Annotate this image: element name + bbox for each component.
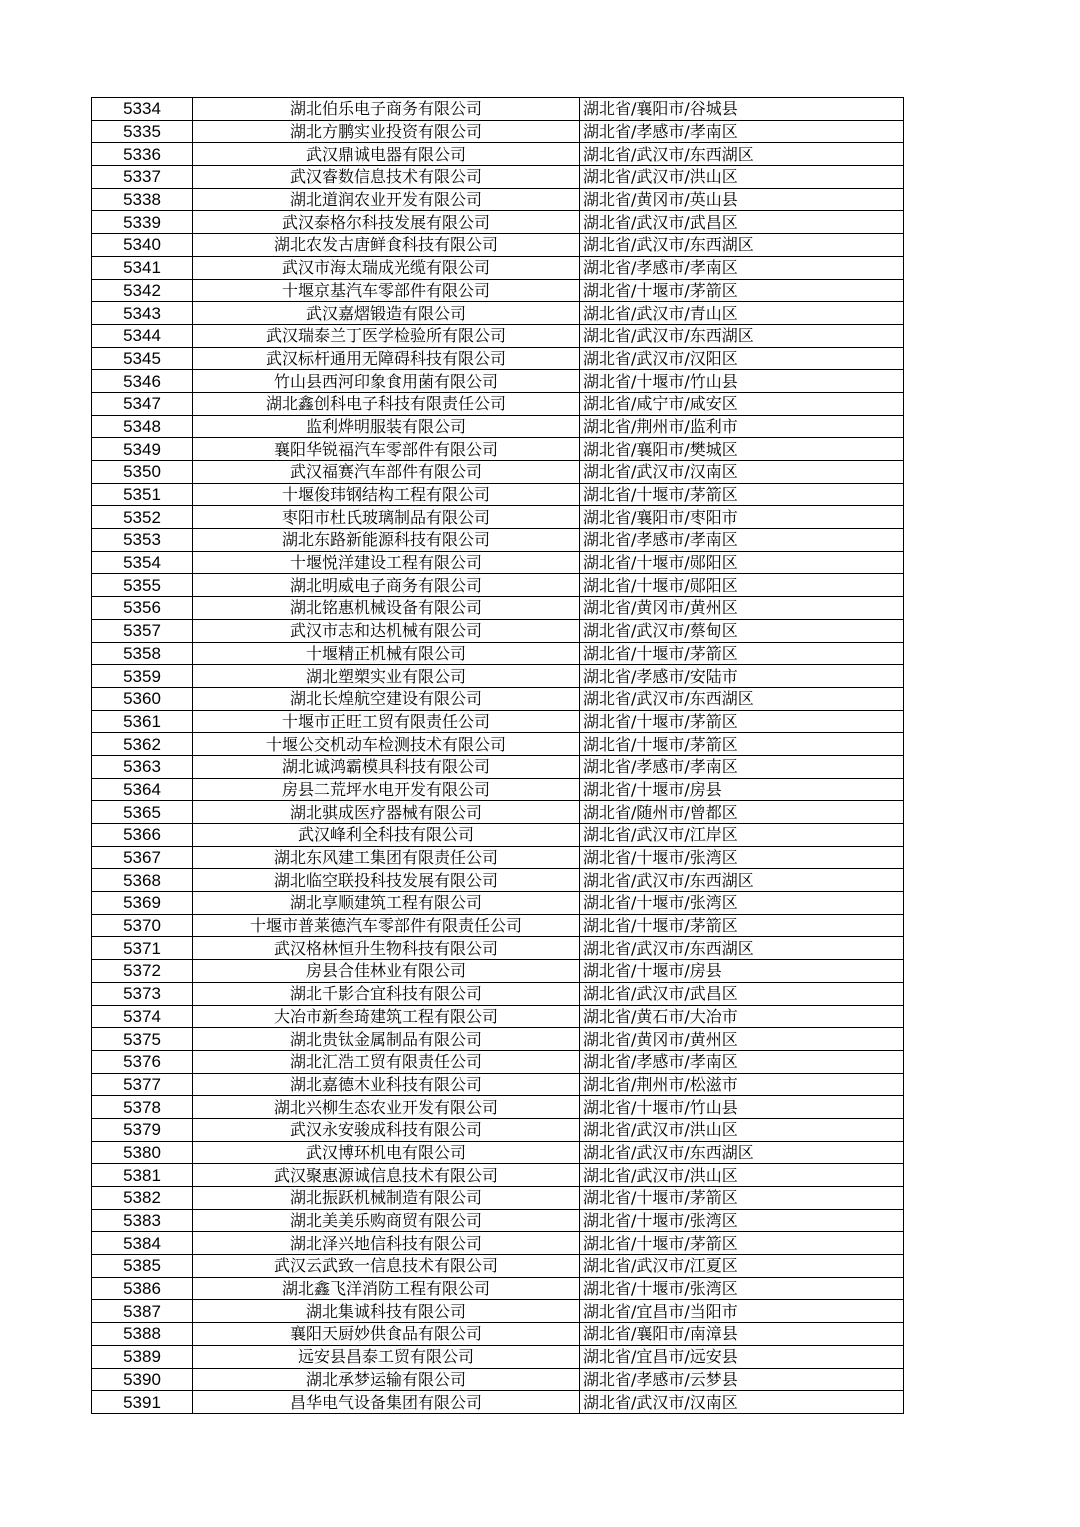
region-cell: 湖北省/十堰市/张湾区	[580, 846, 904, 869]
region-cell: 湖北省/武汉市/东西湖区	[580, 324, 904, 347]
region-cell: 湖北省/武汉市/东西湖区	[580, 143, 904, 166]
table-row	[92, 778, 904, 801]
table-row	[92, 846, 904, 869]
company-name-cell: 武汉瑞泰兰丁医学检验所有限公司	[193, 324, 580, 347]
table-row	[92, 279, 904, 302]
region-cell: 湖北省/襄阳市/谷城县	[580, 98, 904, 121]
region-cell: 湖北省/十堰市/张湾区	[580, 1277, 904, 1300]
region-cell: 湖北省/武汉市/汉南区	[580, 461, 904, 484]
row-number-cell: 5377	[92, 1073, 193, 1096]
table-row	[92, 937, 904, 960]
table-row	[92, 574, 904, 597]
region-cell: 湖北省/荆州市/松滋市	[580, 1073, 904, 1096]
region-cell: 湖北省/黄冈市/黄州区	[580, 1028, 904, 1051]
company-name-cell: 武汉市志和达机械有限公司	[193, 619, 580, 642]
company-name-cell: 湖北千影合宜科技有限公司	[193, 982, 580, 1005]
table-row	[92, 1209, 904, 1232]
table-row	[92, 1232, 904, 1255]
table-row	[92, 824, 904, 847]
table-row	[92, 869, 904, 892]
table-row	[92, 347, 904, 370]
table-row	[92, 529, 904, 552]
company-name-cell: 武汉福赛汽车部件有限公司	[193, 461, 580, 484]
table-row	[92, 1300, 904, 1323]
row-number-cell: 5360	[92, 687, 193, 710]
company-name-cell: 湖北道润农业开发有限公司	[193, 188, 580, 211]
row-number-cell: 5382	[92, 1187, 193, 1210]
company-name-cell: 十堰俊玮钢结构工程有限公司	[193, 483, 580, 506]
row-number-cell: 5346	[92, 370, 193, 393]
row-number-cell: 5385	[92, 1255, 193, 1278]
region-cell: 湖北省/黄石市/大冶市	[580, 1005, 904, 1028]
company-name-cell: 武汉聚惠源诚信息技术有限公司	[193, 1164, 580, 1187]
row-number-cell: 5341	[92, 256, 193, 279]
region-cell: 湖北省/宜昌市/当阳市	[580, 1300, 904, 1323]
table-row	[92, 755, 904, 778]
company-name-cell: 湖北铭惠机械设备有限公司	[193, 597, 580, 620]
table-row	[92, 551, 904, 574]
row-number-cell: 5367	[92, 846, 193, 869]
region-cell: 湖北省/十堰市/张湾区	[580, 892, 904, 915]
row-number-cell: 5363	[92, 755, 193, 778]
company-name-cell: 湖北农发古唐鲜食科技有限公司	[193, 234, 580, 257]
row-number-cell: 5380	[92, 1141, 193, 1164]
company-name-cell: 武汉永安骏成科技有限公司	[193, 1118, 580, 1141]
row-number-cell: 5338	[92, 188, 193, 211]
region-cell: 湖北省/武汉市/汉南区	[580, 1391, 904, 1414]
row-number-cell: 5349	[92, 438, 193, 461]
row-number-cell: 5372	[92, 960, 193, 983]
region-cell: 湖北省/孝感市/孝南区	[580, 120, 904, 143]
company-name-cell: 湖北长煌航空建设有限公司	[193, 687, 580, 710]
region-cell: 湖北省/宜昌市/远安县	[580, 1345, 904, 1368]
table-row	[92, 1096, 904, 1119]
row-number-cell: 5344	[92, 324, 193, 347]
row-number-cell: 5386	[92, 1277, 193, 1300]
table-row	[92, 1255, 904, 1278]
row-number-cell: 5354	[92, 551, 193, 574]
region-cell: 湖北省/随州市/曾都区	[580, 801, 904, 824]
table-row	[92, 801, 904, 824]
company-name-cell: 监利烨明服装有限公司	[193, 415, 580, 438]
table-row	[92, 982, 904, 1005]
region-cell: 湖北省/武汉市/东西湖区	[580, 234, 904, 257]
row-number-cell: 5388	[92, 1323, 193, 1346]
company-name-cell: 襄阳华锐福汽车零部件有限公司	[193, 438, 580, 461]
row-number-cell: 5390	[92, 1368, 193, 1391]
row-number-cell: 5387	[92, 1300, 193, 1323]
table-row	[92, 234, 904, 257]
region-cell: 湖北省/十堰市/茅箭区	[580, 1187, 904, 1210]
region-cell: 湖北省/孝感市/云梦县	[580, 1368, 904, 1391]
table-row	[92, 1277, 904, 1300]
table-row	[92, 392, 904, 415]
company-name-cell: 湖北东路新能源科技有限公司	[193, 529, 580, 552]
region-cell: 湖北省/孝感市/安陆市	[580, 665, 904, 688]
company-name-cell: 武汉格林恒升生物科技有限公司	[193, 937, 580, 960]
region-cell: 湖北省/十堰市/茅箭区	[580, 710, 904, 733]
row-number-cell: 5381	[92, 1164, 193, 1187]
region-cell: 湖北省/孝感市/孝南区	[580, 755, 904, 778]
company-name-cell: 十堰京基汽车零部件有限公司	[193, 279, 580, 302]
table-row	[92, 166, 904, 189]
region-cell: 湖北省/武汉市/洪山区	[580, 1164, 904, 1187]
region-cell: 湖北省/武汉市/青山区	[580, 302, 904, 325]
company-name-cell: 湖北鑫创科电子科技有限责任公司	[193, 392, 580, 415]
row-number-cell: 5340	[92, 234, 193, 257]
table-row	[92, 710, 904, 733]
company-name-cell: 房县合佳林业有限公司	[193, 960, 580, 983]
company-name-cell: 十堰精正机械有限公司	[193, 642, 580, 665]
region-cell: 湖北省/孝感市/孝南区	[580, 529, 904, 552]
table-row	[92, 892, 904, 915]
row-number-cell: 5335	[92, 120, 193, 143]
table-row	[92, 1005, 904, 1028]
row-number-cell: 5383	[92, 1209, 193, 1232]
row-number-cell: 5374	[92, 1005, 193, 1028]
table-row	[92, 733, 904, 756]
region-cell: 湖北省/十堰市/茅箭区	[580, 279, 904, 302]
company-name-cell: 湖北汇浩工贸有限责任公司	[193, 1050, 580, 1073]
row-number-cell: 5337	[92, 166, 193, 189]
table-row	[92, 914, 904, 937]
row-number-cell: 5348	[92, 415, 193, 438]
company-name-cell: 湖北骐成医疗器械有限公司	[193, 801, 580, 824]
table-row	[92, 143, 904, 166]
row-number-cell: 5351	[92, 483, 193, 506]
company-name-cell: 湖北享顺建筑工程有限公司	[193, 892, 580, 915]
company-name-cell: 湖北塑槊实业有限公司	[193, 665, 580, 688]
company-list-body	[92, 98, 904, 1414]
company-name-cell: 十堰市普莱德汽车零部件有限责任公司	[193, 914, 580, 937]
region-cell: 湖北省/襄阳市/樊城区	[580, 438, 904, 461]
company-name-cell: 湖北兴柳生态农业开发有限公司	[193, 1096, 580, 1119]
row-number-cell: 5384	[92, 1232, 193, 1255]
company-name-cell: 武汉峰利全科技有限公司	[193, 824, 580, 847]
company-name-cell: 湖北振跃机械制造有限公司	[193, 1187, 580, 1210]
table-row	[92, 687, 904, 710]
table-row	[92, 302, 904, 325]
row-number-cell: 5391	[92, 1391, 193, 1414]
row-number-cell: 5352	[92, 506, 193, 529]
company-name-cell: 湖北承梦运输有限公司	[193, 1368, 580, 1391]
table-row	[92, 665, 904, 688]
row-number-cell: 5343	[92, 302, 193, 325]
company-name-cell: 武汉鼎诚电器有限公司	[193, 143, 580, 166]
company-name-cell: 湖北贵钛金属制品有限公司	[193, 1028, 580, 1051]
company-name-cell: 十堰悦洋建设工程有限公司	[193, 551, 580, 574]
region-cell: 湖北省/黄冈市/黄州区	[580, 597, 904, 620]
table-row	[92, 1187, 904, 1210]
row-number-cell: 5336	[92, 143, 193, 166]
table-row	[92, 483, 904, 506]
region-cell: 湖北省/十堰市/竹山县	[580, 1096, 904, 1119]
row-number-cell: 5358	[92, 642, 193, 665]
table-row	[92, 1050, 904, 1073]
row-number-cell: 5379	[92, 1118, 193, 1141]
table-row	[92, 506, 904, 529]
region-cell: 湖北省/十堰市/郧阳区	[580, 551, 904, 574]
region-cell: 湖北省/武汉市/蔡甸区	[580, 619, 904, 642]
table-row	[92, 619, 904, 642]
row-number-cell: 5365	[92, 801, 193, 824]
company-name-cell: 湖北鑫飞洋消防工程有限公司	[193, 1277, 580, 1300]
table-row	[92, 597, 904, 620]
region-cell: 湖北省/十堰市/茅箭区	[580, 733, 904, 756]
company-name-cell: 武汉泰格尔科技发展有限公司	[193, 211, 580, 234]
row-number-cell: 5373	[92, 982, 193, 1005]
company-name-cell: 湖北嘉德木业科技有限公司	[193, 1073, 580, 1096]
company-name-cell: 湖北伯乐电子商务有限公司	[193, 98, 580, 121]
table-row	[92, 120, 904, 143]
company-name-cell: 湖北明威电子商务有限公司	[193, 574, 580, 597]
row-number-cell: 5370	[92, 914, 193, 937]
table-row	[92, 324, 904, 347]
table-row	[92, 642, 904, 665]
row-number-cell: 5347	[92, 392, 193, 415]
table-row	[92, 1323, 904, 1346]
table-row	[92, 1028, 904, 1051]
table-row	[92, 1368, 904, 1391]
region-cell: 湖北省/黄冈市/英山县	[580, 188, 904, 211]
company-name-cell: 大冶市新叁琦建筑工程有限公司	[193, 1005, 580, 1028]
region-cell: 湖北省/孝感市/孝南区	[580, 256, 904, 279]
company-name-cell: 远安县昌泰工贸有限公司	[193, 1345, 580, 1368]
region-cell: 湖北省/武汉市/武昌区	[580, 982, 904, 1005]
table-row	[92, 370, 904, 393]
company-name-cell: 武汉标杆通用无障碍科技有限公司	[193, 347, 580, 370]
company-name-cell: 竹山县西河印象食用菌有限公司	[193, 370, 580, 393]
region-cell: 湖北省/荆州市/监利市	[580, 415, 904, 438]
company-name-cell: 湖北东风建工集团有限责任公司	[193, 846, 580, 869]
region-cell: 湖北省/十堰市/茅箭区	[580, 642, 904, 665]
region-cell: 湖北省/咸宁市/咸安区	[580, 392, 904, 415]
region-cell: 湖北省/襄阳市/南漳县	[580, 1323, 904, 1346]
region-cell: 湖北省/武汉市/东西湖区	[580, 1141, 904, 1164]
row-number-cell: 5362	[92, 733, 193, 756]
region-cell: 湖北省/十堰市/房县	[580, 960, 904, 983]
company-name-cell: 武汉博环机电有限公司	[193, 1141, 580, 1164]
row-number-cell: 5334	[92, 98, 193, 121]
row-number-cell: 5366	[92, 824, 193, 847]
row-number-cell: 5359	[92, 665, 193, 688]
region-cell: 湖北省/襄阳市/枣阳市	[580, 506, 904, 529]
row-number-cell: 5369	[92, 892, 193, 915]
table-row	[92, 1345, 904, 1368]
table-row	[92, 438, 904, 461]
row-number-cell: 5353	[92, 529, 193, 552]
row-number-cell: 5376	[92, 1050, 193, 1073]
region-cell: 湖北省/武汉市/汉阳区	[580, 347, 904, 370]
company-name-cell: 湖北临空联投科技发展有限公司	[193, 869, 580, 892]
table-row	[92, 1164, 904, 1187]
company-name-cell: 武汉市海太瑞成光缆有限公司	[193, 256, 580, 279]
company-name-cell: 湖北泽兴地信科技有限公司	[193, 1232, 580, 1255]
company-name-cell: 武汉嘉熠锻造有限公司	[193, 302, 580, 325]
row-number-cell: 5339	[92, 211, 193, 234]
row-number-cell: 5357	[92, 619, 193, 642]
region-cell: 湖北省/武汉市/武昌区	[580, 211, 904, 234]
region-cell: 湖北省/十堰市/竹山县	[580, 370, 904, 393]
table-row	[92, 211, 904, 234]
row-number-cell: 5361	[92, 710, 193, 733]
company-name-cell: 昌华电气设备集团有限公司	[193, 1391, 580, 1414]
row-number-cell: 5355	[92, 574, 193, 597]
table-row	[92, 1391, 904, 1414]
table-row	[92, 1141, 904, 1164]
company-name-cell: 枣阳市杜氏玻璃制品有限公司	[193, 506, 580, 529]
row-number-cell: 5356	[92, 597, 193, 620]
company-name-cell: 襄阳天厨妙供食品有限公司	[193, 1323, 580, 1346]
company-name-cell: 湖北诚鸿霸模具科技有限公司	[193, 755, 580, 778]
company-name-cell: 十堰公交机动车检测技术有限公司	[193, 733, 580, 756]
table-row	[92, 461, 904, 484]
company-name-cell: 武汉睿数信息技术有限公司	[193, 166, 580, 189]
region-cell: 湖北省/十堰市/茅箭区	[580, 914, 904, 937]
company-name-cell: 湖北美美乐购商贸有限公司	[193, 1209, 580, 1232]
row-number-cell: 5350	[92, 461, 193, 484]
region-cell: 湖北省/十堰市/张湾区	[580, 1209, 904, 1232]
region-cell: 湖北省/孝感市/孝南区	[580, 1050, 904, 1073]
row-number-cell: 5389	[92, 1345, 193, 1368]
company-name-cell: 十堰市正旺工贸有限责任公司	[193, 710, 580, 733]
region-cell: 湖北省/武汉市/洪山区	[580, 166, 904, 189]
table-row	[92, 188, 904, 211]
table-row	[92, 98, 904, 121]
region-cell: 湖北省/十堰市/茅箭区	[580, 1232, 904, 1255]
row-number-cell: 5368	[92, 869, 193, 892]
table-row	[92, 960, 904, 983]
region-cell: 湖北省/武汉市/洪山区	[580, 1118, 904, 1141]
table-row	[92, 415, 904, 438]
company-list-table	[91, 97, 904, 1414]
region-cell: 湖北省/武汉市/江夏区	[580, 1255, 904, 1278]
row-number-cell: 5345	[92, 347, 193, 370]
region-cell: 湖北省/十堰市/茅箭区	[580, 483, 904, 506]
table-row	[92, 1118, 904, 1141]
table-row	[92, 1073, 904, 1096]
row-number-cell: 5364	[92, 778, 193, 801]
company-name-cell: 房县二荒坪水电开发有限公司	[193, 778, 580, 801]
company-name-cell: 武汉云武致一信息技术有限公司	[193, 1255, 580, 1278]
row-number-cell: 5342	[92, 279, 193, 302]
region-cell: 湖北省/武汉市/东西湖区	[580, 687, 904, 710]
row-number-cell: 5375	[92, 1028, 193, 1051]
company-name-cell: 湖北方鹏实业投资有限公司	[193, 120, 580, 143]
region-cell: 湖北省/武汉市/江岸区	[580, 824, 904, 847]
row-number-cell: 5378	[92, 1096, 193, 1119]
region-cell: 湖北省/十堰市/房县	[580, 778, 904, 801]
region-cell: 湖北省/武汉市/东西湖区	[580, 937, 904, 960]
table-row	[92, 256, 904, 279]
region-cell: 湖北省/武汉市/东西湖区	[580, 869, 904, 892]
region-cell: 湖北省/十堰市/郧阳区	[580, 574, 904, 597]
row-number-cell: 5371	[92, 937, 193, 960]
company-name-cell: 湖北集诚科技有限公司	[193, 1300, 580, 1323]
